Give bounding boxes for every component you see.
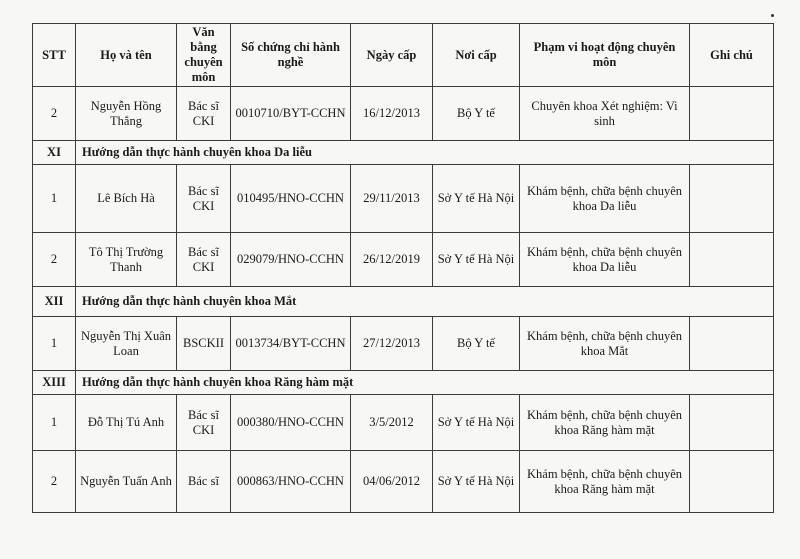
cell-date: 3/5/2012 [351,395,433,451]
header-issuer: Nơi cấp [433,24,520,87]
cell-degree: Bác sĩ CKI [177,87,231,141]
cell-cert: 029079/HNO-CCHN [231,233,351,287]
cell-degree: Bác sĩ CKI [177,395,231,451]
header-note: Ghi chú [690,24,774,87]
header-cert: Số chứng chỉ hành nghề [231,24,351,87]
scan-speck [771,14,774,17]
practitioner-table [32,23,774,513]
header-name: Họ và tên [76,24,177,87]
cell-issuer: Sở Y tế Hà Nội [433,233,520,287]
table-row [33,317,774,371]
cell-cert: 000380/HNO-CCHN [231,395,351,451]
table-row [33,165,774,233]
header-date: Ngày cấp [351,24,433,87]
cell-date: 29/11/2013 [351,165,433,233]
table-row [33,395,774,451]
cell-name: Nguyễn Hồng Thắng [76,87,177,141]
section-number: XI [33,141,76,165]
cell-cert: 000863/HNO-CCHN [231,451,351,513]
cell-scope: Khám bệnh, chữa bệnh chuyên khoa Da liễu [520,165,690,233]
cell-issuer: Sở Y tế Hà Nội [433,395,520,451]
cell-name: Đỗ Thị Tú Anh [76,395,177,451]
cell-scope: Khám bệnh, chữa bệnh chuyên khoa Răng hàm mặt [520,451,690,513]
cell-degree: Bác sĩ CKI [177,165,231,233]
header-degree: Văn bằng chuyên môn [177,24,231,87]
cell-name: Nguyễn Tuấn Anh [76,451,177,513]
cell-date: 26/12/2019 [351,233,433,287]
cell-name: Nguyễn Thị Xuân Loan [76,317,177,371]
header-row [33,24,774,87]
section-title: Hướng dẫn thực hành chuyên khoa Mắt [76,287,774,317]
cell-stt: 1 [33,317,76,371]
cell-stt: 2 [33,451,76,513]
cell-issuer: Bộ Y tế [433,317,520,371]
cell-cert: 0013734/BYT-CCHN [231,317,351,371]
cell-degree: Bác sĩ [177,451,231,513]
cell-date: 04/06/2012 [351,451,433,513]
cell-scope: Khám bệnh, chữa bệnh chuyên khoa Răng hàm mặt [520,395,690,451]
section-number: XIII [33,371,76,395]
cell-degree: Bác sĩ CKI [177,233,231,287]
cell-scope: Khám bệnh, chữa bệnh chuyên khoa Mắt [520,317,690,371]
cell-scope: Khám bệnh, chữa bệnh chuyên khoa Da liễu [520,233,690,287]
cell-cert: 0010710/BYT-CCHN [231,87,351,141]
section-header-row [33,371,774,395]
cell-note [690,317,774,371]
cell-issuer: Sở Y tế Hà Nội [433,165,520,233]
cell-date: 16/12/2013 [351,87,433,141]
section-title: Hướng dẫn thực hành chuyên khoa Răng hàm mặt [76,371,774,395]
cell-stt: 1 [33,165,76,233]
cell-note [690,87,774,141]
section-number: XII [33,287,76,317]
cell-degree: BSCKII [177,317,231,371]
cell-scope: Chuyên khoa Xét nghiệm: Vi sinh [520,87,690,141]
section-header-row [33,287,774,317]
cell-cert: 010495/HNO-CCHN [231,165,351,233]
header-stt: STT [33,24,76,87]
cell-note [690,451,774,513]
cell-date: 27/12/2013 [351,317,433,371]
cell-note [690,233,774,287]
table-row [33,87,774,141]
cell-name: Tô Thị Trường Thanh [76,233,177,287]
table-row [33,233,774,287]
cell-issuer: Sở Y tế Hà Nội [433,451,520,513]
cell-stt: 2 [33,233,76,287]
cell-stt: 1 [33,395,76,451]
section-title: Hướng dẫn thực hành chuyên khoa Da liễu [76,141,774,165]
header-scope: Phạm vi hoạt động chuyên môn [520,24,690,87]
cell-name: Lê Bích Hà [76,165,177,233]
cell-stt: 2 [33,87,76,141]
cell-issuer: Bộ Y tế [433,87,520,141]
cell-note [690,395,774,451]
section-header-row [33,141,774,165]
cell-note [690,165,774,233]
table-row [33,451,774,513]
